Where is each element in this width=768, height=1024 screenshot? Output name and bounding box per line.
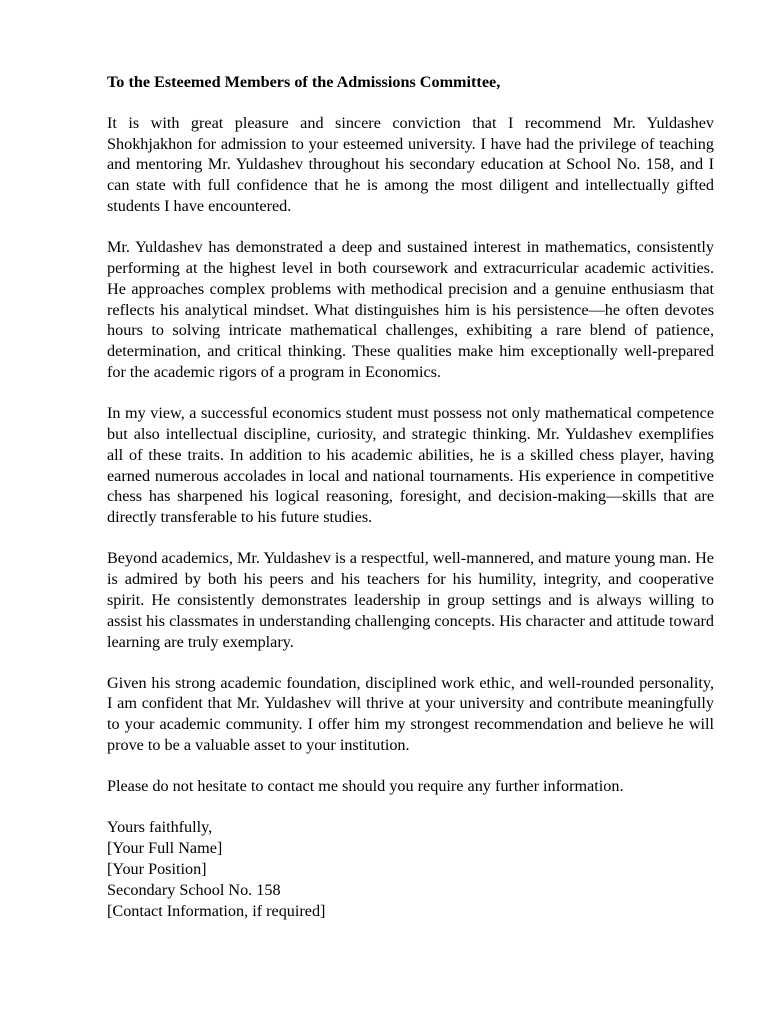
paragraph-introduction: It is with great pleasure and sincere conviction that I recommend Mr. Yuldashev Shokhjakhon for admission to your esteemed university. I have had the privilege of teaching and mentoring Mr. Yuldashev throughout his secondary education at School No. 158, and I can state with full confidence that he is among the most diligent and intellectually gifted students I have encountered. — [107, 113, 714, 215]
paragraph-recommendation: Given his strong academic foundation, disciplined work ethic, and well-rounded personality, I am confident that Mr. Yuldashev will thrive at your university and contribute meaningfully to your academic community. I offer him my strongest recommendation and believe he will prove to be a valuable asset to your institution. — [107, 673, 714, 755]
salutation: To the Esteemed Members of the Admissions Committee, — [107, 73, 501, 91]
sign-off: Yours faithfully, — [107, 818, 213, 837]
signer-name: [Your Full Name] — [107, 839, 223, 858]
signer-school: Secondary School No. 158 — [107, 880, 281, 899]
paragraph-economics-chess: In my view, a successful economics student must possess not only mathematical competence but also intellectual discipline, curiosity, and strategic thinking. Mr. Yuldashev exemplifies all of these traits. In addition to his academic abilities, he is a skilled chess player, having earned numerous accolades in local and national tournaments. His experience in competitive chess has sharpened his logical reasoning, foresight, and decision-making—skills that are directly transferable to his future studies. — [107, 404, 714, 527]
paragraph-contact: Please do not hesitate to contact me should you require any further information. — [107, 777, 624, 796]
signer-position: [Your Position] — [107, 860, 207, 879]
recommendation-letter — [107, 72, 714, 921]
paragraph-mathematics: Mr. Yuldashev has demonstrated a deep and sustained interest in mathematics, consistently performing at the highest level in both coursework and extracurricular academic activities. He approaches complex problems with methodical precision and a genuine enthusiasm that reflects his analytical mindset. What distinguishes him is his persistence—he often devotes hours to solving intricate mathematical challenges, exhibiting a rare blend of patience, determination, and critical thinking. These qualities make him exceptionally well-prepared for the academic rigors of a program in Economics. — [107, 238, 714, 381]
paragraph-character: Beyond academics, Mr. Yuldashev is a respectful, well-mannered, and mature young man. He is admired by both his peers and his teachers for his humility, integrity, and cooperative spirit. He consistently demonstrates leadership in group settings and is always willing to assist his classmates in understanding challenging concepts. His character and attitude toward learning are truly exemplary. — [107, 549, 714, 651]
signer-contact: [Contact Information, if required] — [107, 901, 326, 920]
signature-block — [107, 817, 714, 921]
